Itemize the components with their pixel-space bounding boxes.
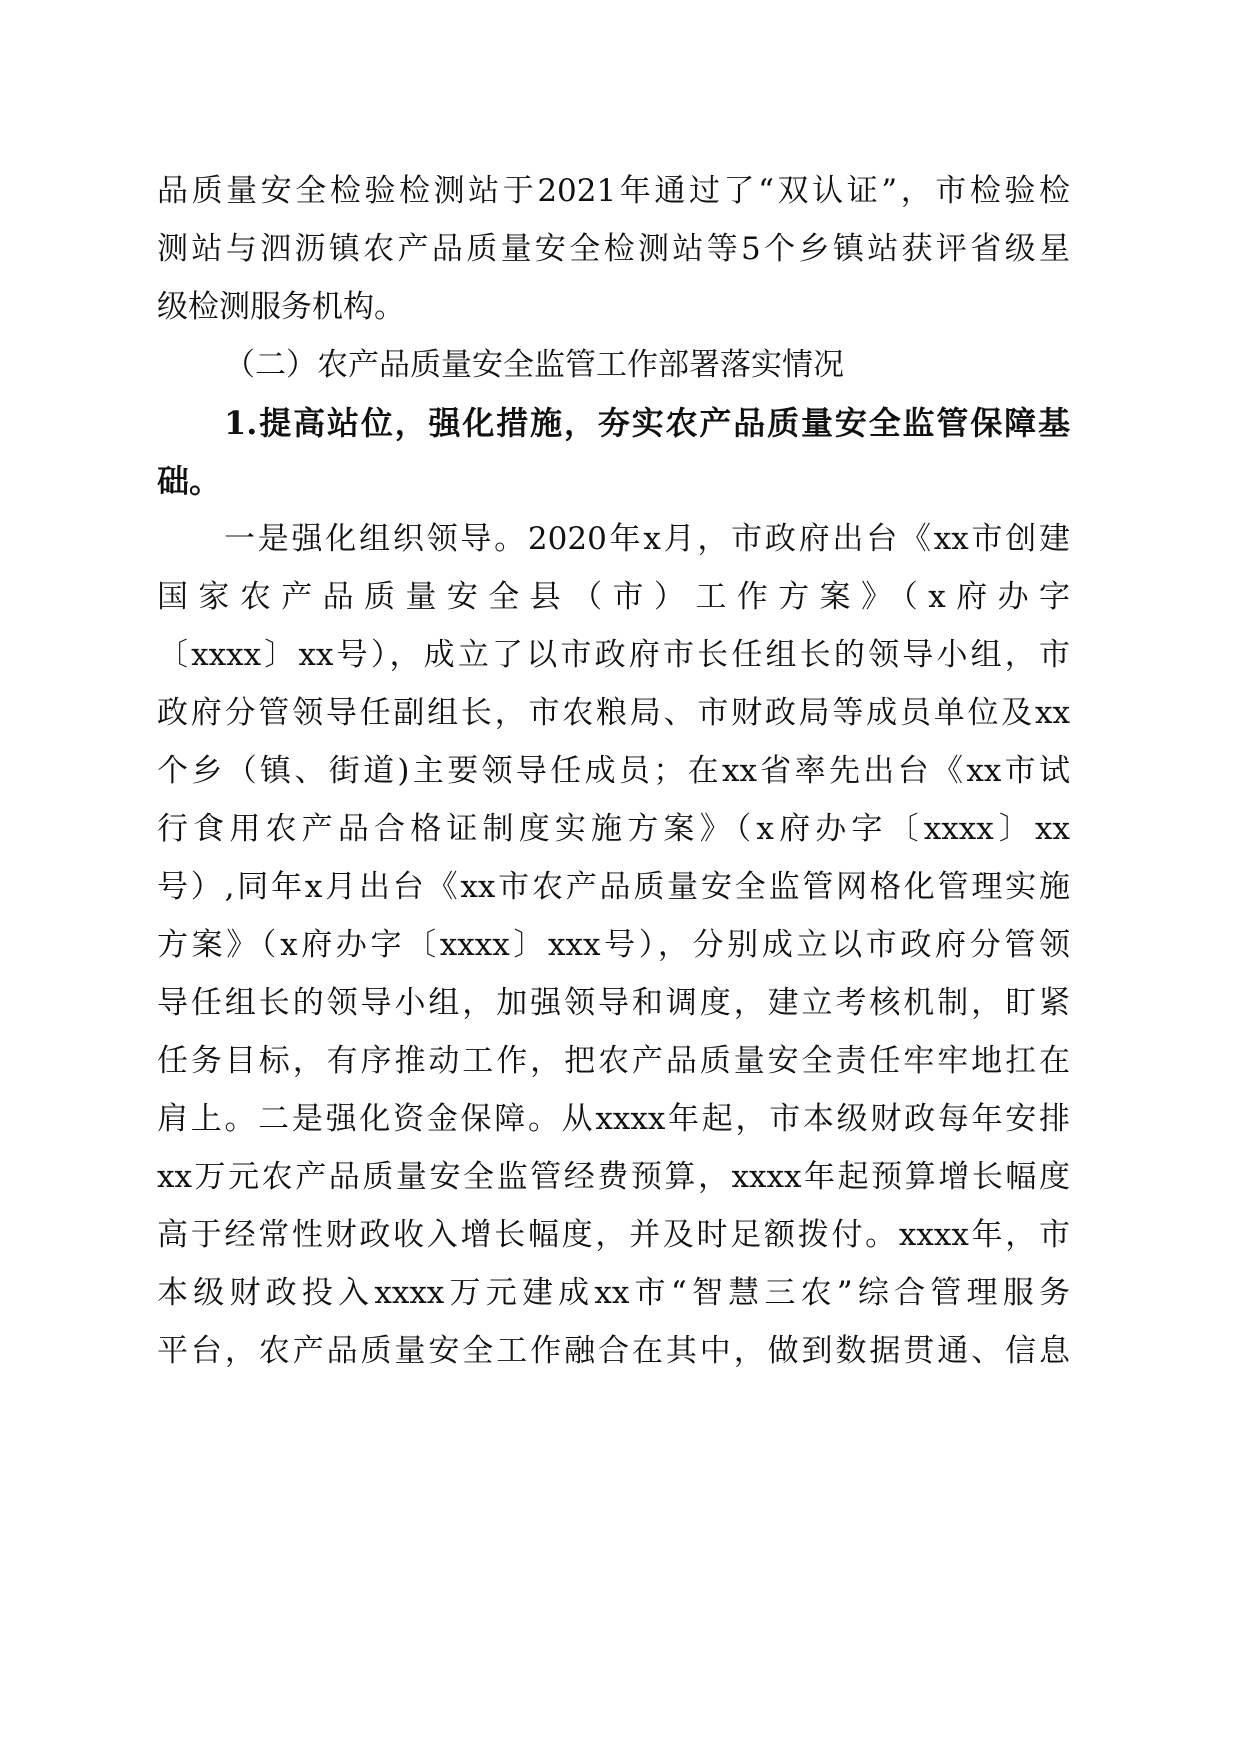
paragraph-line: 国家农产品质量安全县（市）工作方案》（x府办字 — [157, 579, 1070, 615]
paragraph-line: 一是强化组织领导。2020年x月，市政府出台《xx市创建 — [224, 521, 1070, 557]
subsection-heading-cont: 础。 — [157, 462, 222, 500]
paragraph-line: 肩上。二是强化资金保障。从xxxx年起，市本级财政每年安排 — [157, 1101, 1070, 1137]
paragraph-line: 级检测服务机构。 — [157, 289, 405, 325]
paragraph-line: 任务目标，有序推动工作，把农产品质量安全责任牢牢地扛在 — [157, 1043, 1070, 1079]
paragraph-line: 品质量安全检验检测站于2021年通过了“双认证”，市检验检 — [157, 173, 1070, 209]
paragraph-line: 政府分管领导任副组长，市农粮局、市财政局等成员单位及xx — [157, 695, 1070, 731]
paragraph-line: 方案》（x府办字〔xxxx〕xxx号），分别成立以市政府分管领 — [157, 927, 1070, 963]
paragraph-line: 平台，农产品质量安全工作融合在其中，做到数据贯通、信息 — [157, 1333, 1070, 1369]
paragraph-line: 测站与泗沥镇农产品质量安全检测站等5个乡镇站获评省级星 — [157, 231, 1070, 267]
subsection-heading: 1.提高站位，强化措施，夯实农产品质量安全监管保障基 — [224, 404, 1070, 442]
paragraph-line: 导任组长的领导小组，加强领导和调度，建立考核机制，盯紧 — [157, 985, 1070, 1021]
paragraph-line: 行食用农产品合格证制度实施方案》（x府办字〔xxxx〕xx — [157, 811, 1070, 847]
paragraph-line: 高于经常性财政收入增长幅度，并及时足额拨付。xxxx年，市 — [157, 1217, 1070, 1253]
paragraph-line: xx万元农产品质量安全监管经费预算，xxxx年起预算增长幅度 — [157, 1159, 1070, 1195]
section-heading: （二）农产品质量安全监管工作部署落实情况 — [224, 347, 844, 383]
paragraph-line: 〔xxxx〕xx号），成立了以市政府市长任组长的领导小组，市 — [157, 637, 1070, 673]
paragraph-line: 个乡（镇、街道)主要领导任成员；在xx省率先出台《xx市试 — [157, 753, 1070, 789]
paragraph-line: 本级财政投入xxxx万元建成xx市“智慧三农”综合管理服务 — [157, 1275, 1070, 1311]
paragraph-line: 号）,同年x月出台《xx市农产品质量安全监管网格化管理实施 — [157, 869, 1070, 905]
